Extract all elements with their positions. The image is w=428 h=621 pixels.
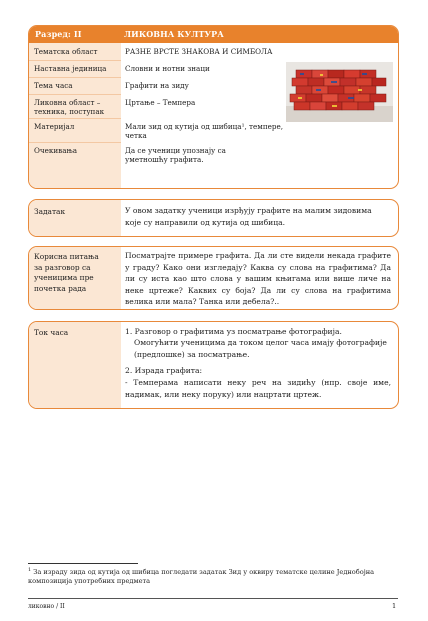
footer-left: ликовно / II [28,603,65,610]
row-label-technique: Ликовна област – техника, поступак [34,98,105,116]
row-value-expectations: Да се ученици упознају са уметношћу графита. [125,146,226,164]
questions-label: Корисна питања за разговор са ученицима пре почетка рада [34,252,99,293]
page-number: 1 [392,602,397,610]
questions-text: Посматрајте примере графита. Да ли сте видели некада графите у граду? Како они изгледају? Каква су слова на графитима? Да ли су иста као што слова у вашим књигама или више личе на неке цртеже? Каквих су боја? Да ли су слова на графитима велика или мала? Танка или дебела?.. [125,251,391,306]
lesson-info-card [28,25,399,189]
subject-title: ЛИКОВНА КУЛТУРА [124,29,224,39]
task-card [28,199,399,237]
lesson-step1-title: 1. Разговор о графитима уз посматрање фотографија. [125,327,342,336]
grade-label: Разред: II [35,29,82,39]
footnote-divider [28,563,138,564]
lesson-step2-body: - Темперама написати неку реч на зидићу (нпр. своје име, надимак, или неку поруку) или нацртати цртеж. [125,378,391,399]
row-label-unit: Наставна јединица [34,64,107,73]
row-label-material: Материјал [34,122,75,131]
matchbox-wall-photo [286,62,393,122]
row-value-technique: Цртање – Темпера [125,98,196,107]
lesson-step2-title: 2. Израда графита: [125,366,203,375]
page-footer-line [28,598,398,599]
row-label-topic: Тема часа [34,81,73,90]
card-header [29,26,398,43]
lesson-flow-card [28,321,399,409]
task-text: У овом задатку ученици изрђују графите на малим зидовима које су направили од кутија од шибица. [125,206,372,227]
row-value-topic: Графити на зиду [125,81,189,90]
footnote [28,566,398,586]
row-value-material: Мали зид од кутија од шибица¹, темпере, четка [125,122,284,140]
footnote-text: За израду зида од кутија од шибица погледати задатак Зид у оквиру тематске целине Једнобојна композиција употребних предмета [28,568,375,586]
row-label-theme: Тематска област [34,47,98,56]
row-value-theme: РАЗНЕ ВРСТЕ ЗНАКОВА И СИМБОЛА [125,47,273,56]
lesson-step1-body: Омогућити ученицима да током целог часа имају фотографије (предлошке) за посматрање. [134,338,387,359]
row-label-expectations: Очекивања [34,146,77,155]
lesson-label: Ток часа [34,328,69,337]
row-value-unit: Словни и нотни знаци [125,64,210,73]
task-label: Задатак [34,207,66,216]
footnote-mark: 1 [28,567,32,573]
questions-card [28,246,399,310]
task-label-bg [29,200,121,236]
